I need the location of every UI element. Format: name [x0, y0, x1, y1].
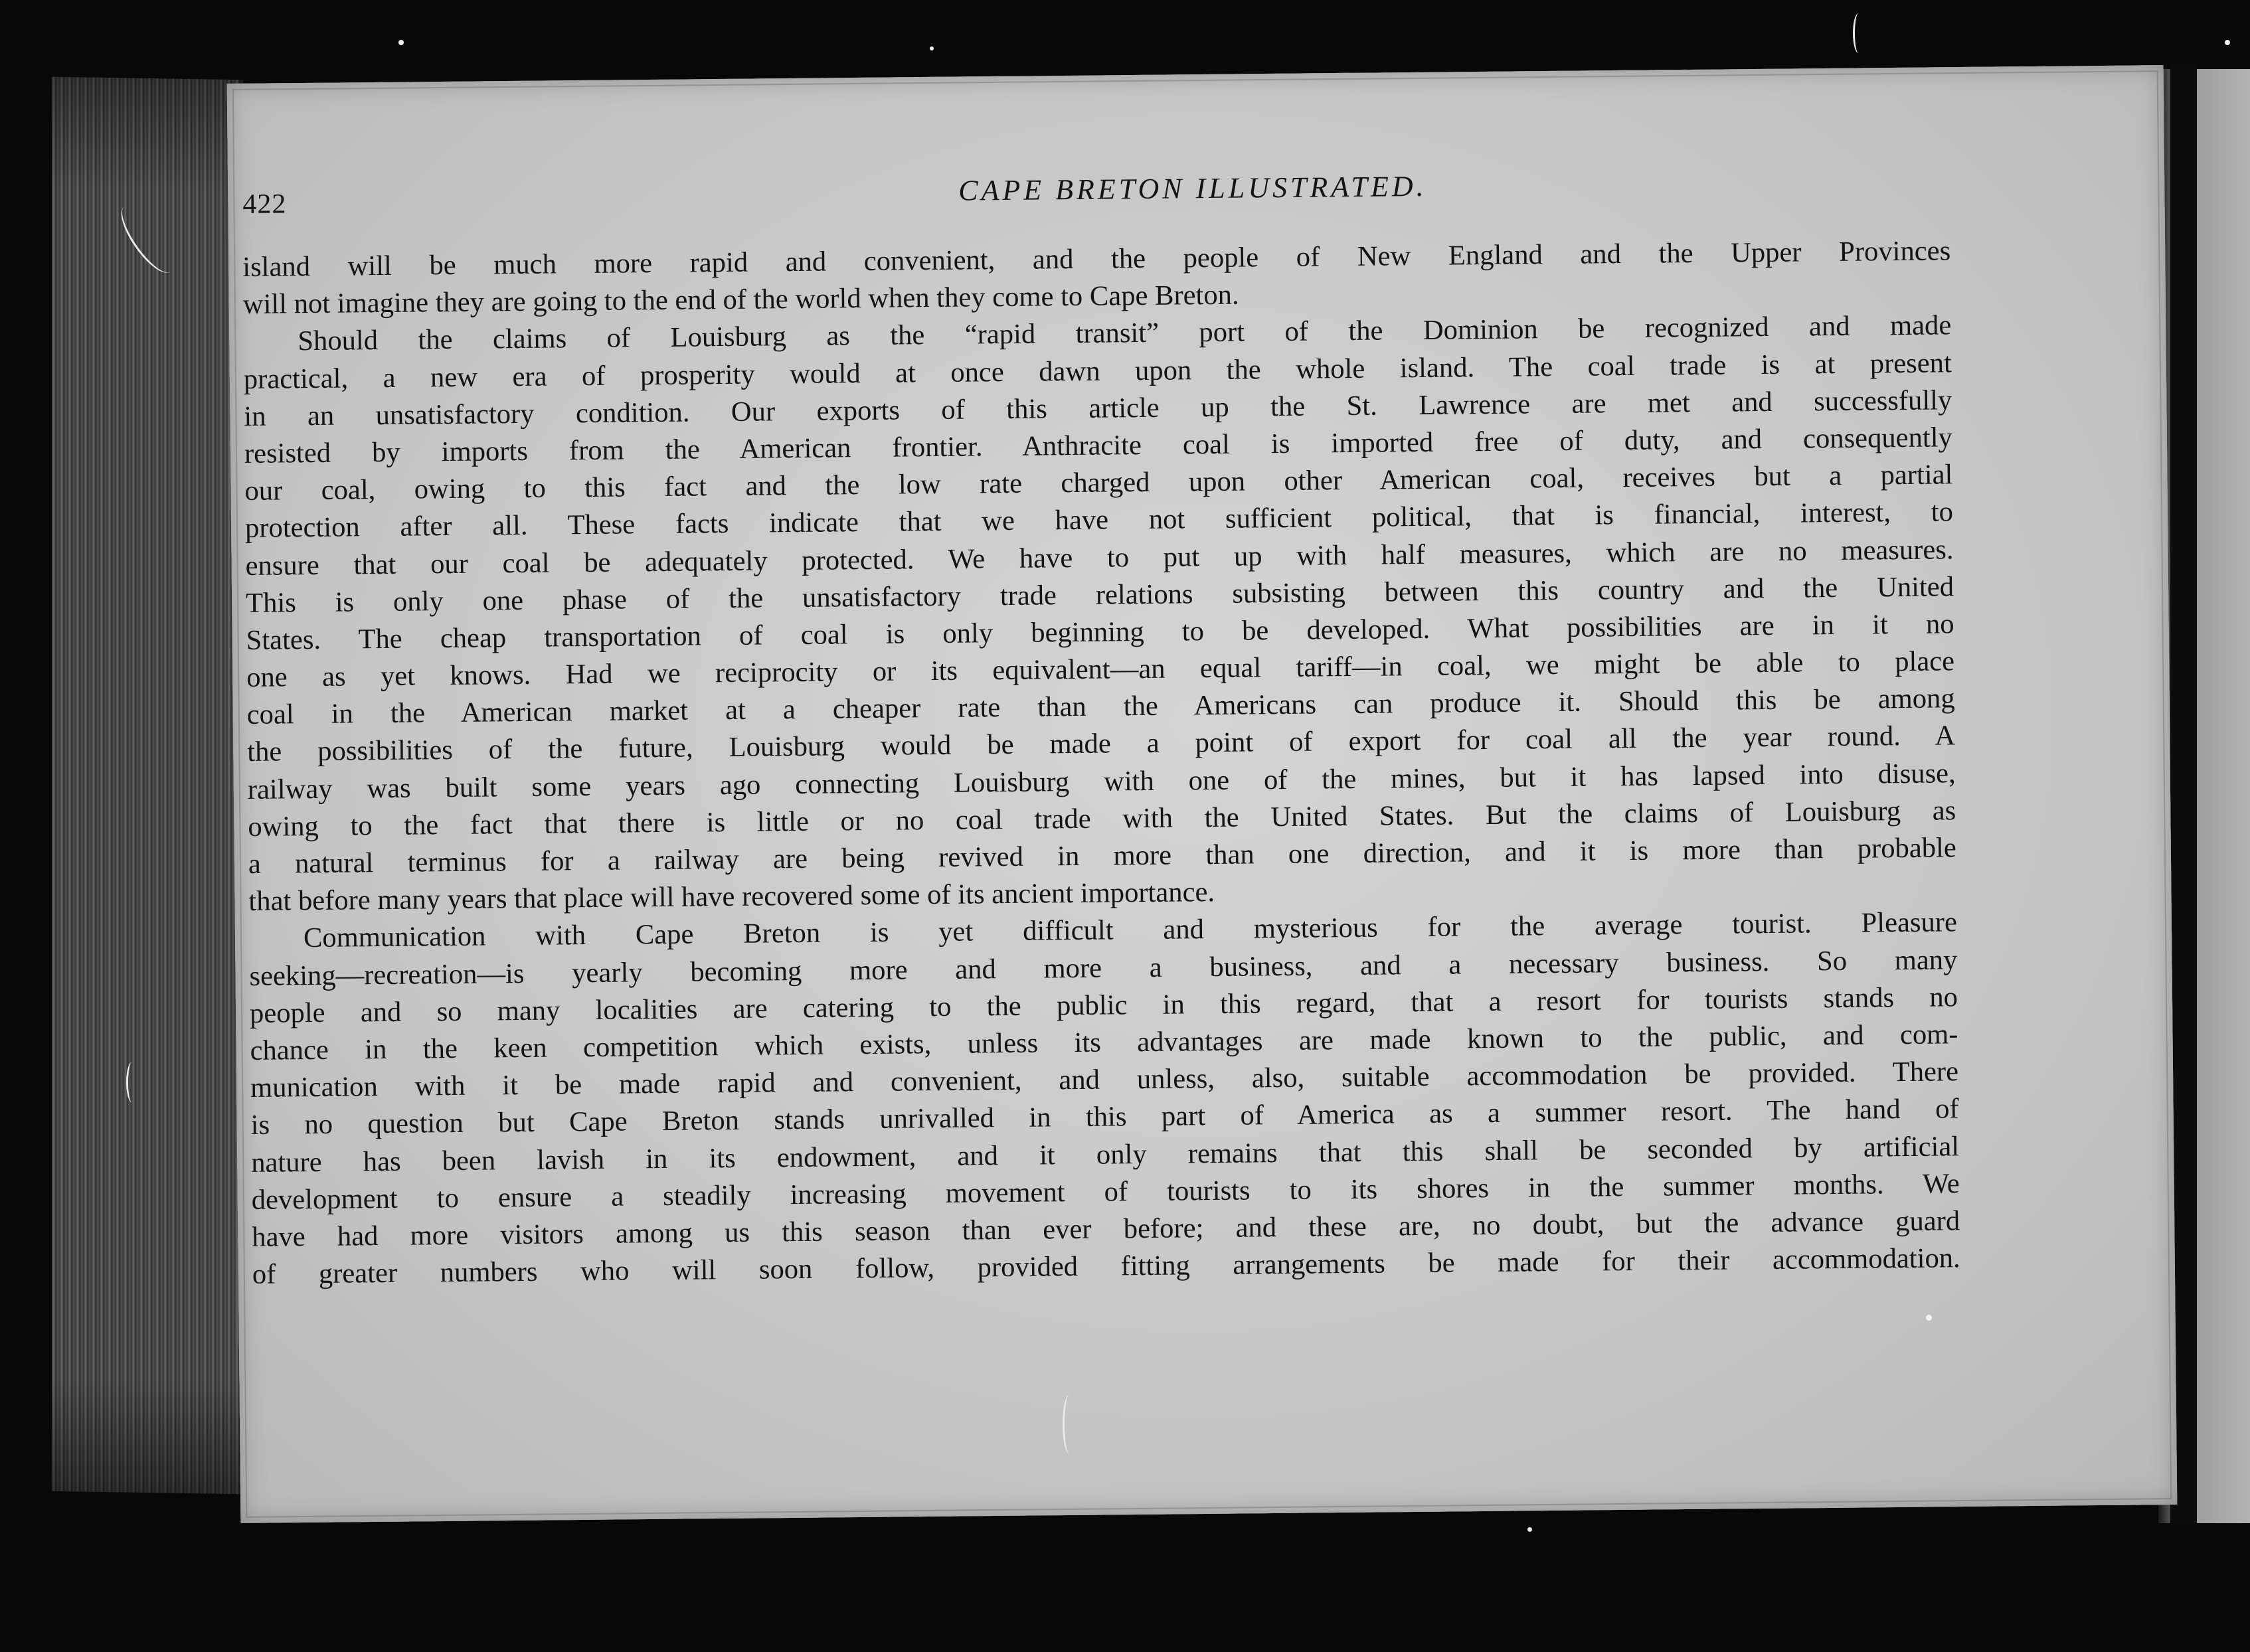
text-line: owing to the fact that there is little or no coal trade with the United States. But the claims of Louisburg as: [248, 795, 1956, 843]
text-line: protection after all. These facts indicate that we have not sufficient political, that is financial, interest, to: [244, 496, 1954, 544]
text-line: island will be much more rapid and convenient, and the people of New England and the Upper Provinces: [242, 235, 1951, 283]
text-line: is no question but Cape Breton stands unrivalled in this part of America as a summer resort. The hand of: [250, 1093, 1959, 1141]
film-speck: [398, 40, 404, 45]
text-line: have had more visitors among us this season than ever before; and these are, no doubt, but the advance guard: [252, 1205, 1960, 1253]
text-line: will not imagine they are going to the end of the world when they come to Cape Breton.: [242, 279, 1239, 321]
text-line: one as yet knows. Had we reciprocity or its equivalent—an equal tariff—in coal, we might be able to place: [246, 645, 1955, 694]
text-line: of greater numbers who will soon follow, provided fitting arrangements be made for their accommodation.: [252, 1242, 1960, 1290]
text-line: nature has been lavish in its endowment, and it only remains that this shall be seconded by artificial: [250, 1130, 1960, 1179]
text-line: in an unsatisfactory condition. Our exports of this article up the St. Lawrence are met and successfully: [244, 384, 1952, 432]
film-scratch: [1063, 1394, 1077, 1454]
text-line: the possibilities of the future, Louisburg would be made a point of export for coal all the year round. A: [247, 720, 1956, 768]
text-line: Communication with Cape Breton is yet difficult and mysterious for the average tourist. Pleasure: [303, 906, 1958, 954]
text-line: chance in the keen competition which exists, unless its advantages are made known to the public, and com-: [250, 1019, 1958, 1066]
running-title: CAPE BRETON ILLUSTRATED.: [958, 169, 1427, 207]
text-line: railway was built some years ago connecting Louisburg with one of the mines, but it has lapsed into disuse,: [247, 757, 1956, 805]
film-scratch: [1853, 13, 1864, 53]
page-number: 422: [242, 189, 287, 220]
film-speck: [1527, 1527, 1532, 1532]
film-scratch: [126, 1062, 137, 1102]
text-line: development to ensure a steadily increasing movement of tourists to its shores in the summer months. We: [251, 1167, 1960, 1216]
text-line: munication with it be made rapid and convenient, and unless, also, suitable accommodation be provided. There: [250, 1056, 1959, 1104]
text-line: practical, a new era of prosperity would at once dawn upon the whole island. The coal trade is at present: [243, 347, 1952, 395]
text-line: coal in the American market at a cheaper rate than the Americans can produce it. Should this be among: [246, 683, 1955, 731]
book-page-stack: [52, 77, 243, 1495]
text-line: our coal, owing to this fact and the low rate charged upon other American coal, receives but a partial: [244, 459, 1953, 507]
text-line: This is only one phase of the unsatisfactory trade relations subsisting between this country and the United: [245, 570, 1954, 619]
film-speck: [1926, 1315, 1932, 1321]
text-line: people and so many localities are catering to the public in this regard, that a resort for tourists stands no: [249, 981, 1958, 1029]
text-line: a natural terminus for a railway are being revived in more than one direction, and it is more than probable: [248, 832, 1957, 880]
text-line: that before many years that place will have recovered some of its ancient importance.: [248, 876, 1215, 918]
text-line: seeking—recreation—is yearly becoming more and more a business, and a necessary business. So many: [249, 944, 1958, 992]
text-line: resisted by imports from the American frontier. Anthracite coal is imported free of duty, and consequently: [244, 422, 1953, 469]
text-line: ensure that our coal be adequately protected. We have to put up with half measures, which are no measures.: [245, 533, 1954, 582]
film-speck: [930, 46, 934, 50]
text-line: States. The cheap transportation of coal is only beginning to be developed. What possibilities are in it no: [246, 608, 1954, 656]
film-speck: [2225, 40, 2230, 45]
text-line: Should the claims of Louisburg as the “rapid transit” port of the Dominion be recognized and made: [298, 309, 1952, 357]
body-text: [242, 232, 1960, 1293]
